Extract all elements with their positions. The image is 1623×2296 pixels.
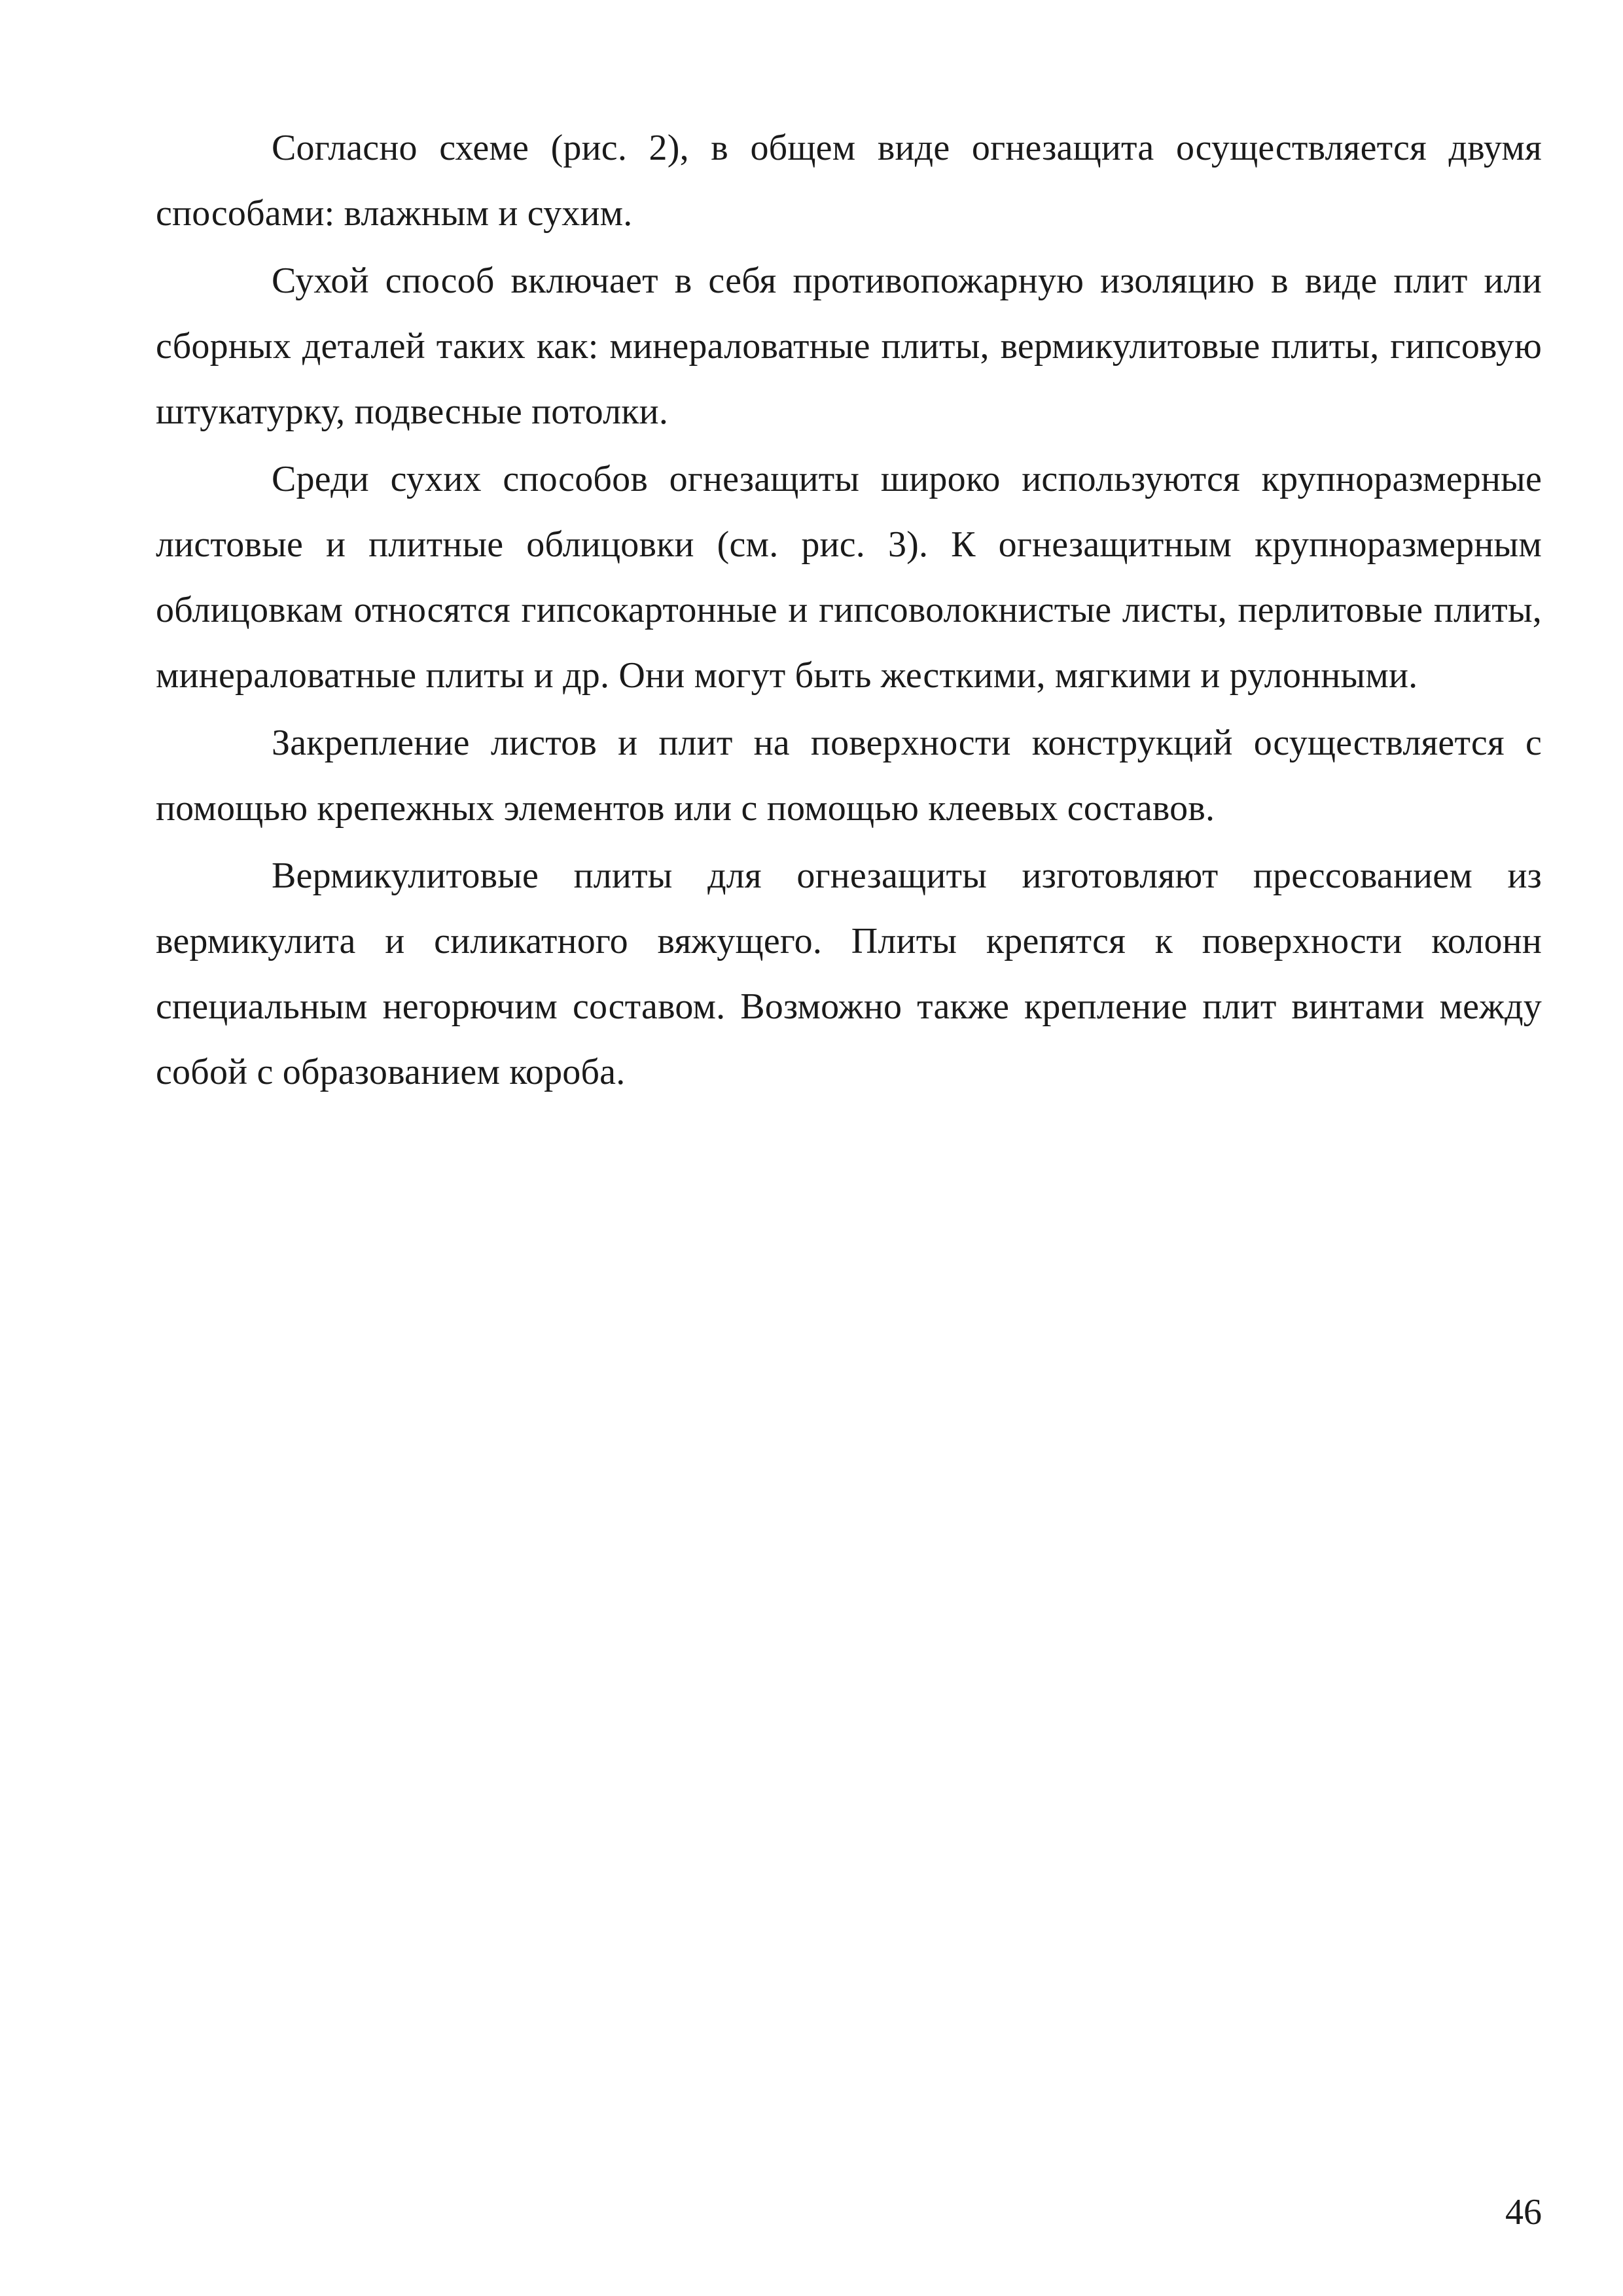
paragraph-1: Согласно схеме (рис. 2), в общем виде огнезащита осуществляется двумя способами: влажным и сухим. [156, 128, 1542, 234]
body-text [156, 115, 1542, 1107]
paragraph-2: Сухой способ включает в себя противопожарную изоляцию в виде плит или сборных деталей таких как: минераловатные плиты, вермикулитовые плиты, гипсовую штукатурку, подвесные потолки. [156, 260, 1542, 432]
paragraph-3: Среди сухих способов огнезащиты широко используются крупноразмерные листовые и плитные облицовки (см. рис. 3). К огнезащитным крупноразмерным облицовкам относятся гипсокартонные и гипсоволокнистые листы, перлитовые плиты, минераловатные плиты и др. Они могут быть жесткими, мягкими и рулонными. [156, 459, 1542, 696]
paragraph-4: Закрепление листов и плит на поверхности конструкций осуществляется с помощью крепежных элементов или с помощью клеевых составов. [156, 723, 1542, 829]
paragraph-5: Вермикулитовые плиты для огнезащиты изготовляют прессованием из вермикулита и силикатного вяжущего. Плиты крепятся к поверхности колонн специальным негорючим составом. Возможно также крепление плит винтами между собой с образованием короба. [156, 855, 1542, 1092]
page-number: 46 [1505, 2192, 1542, 2233]
